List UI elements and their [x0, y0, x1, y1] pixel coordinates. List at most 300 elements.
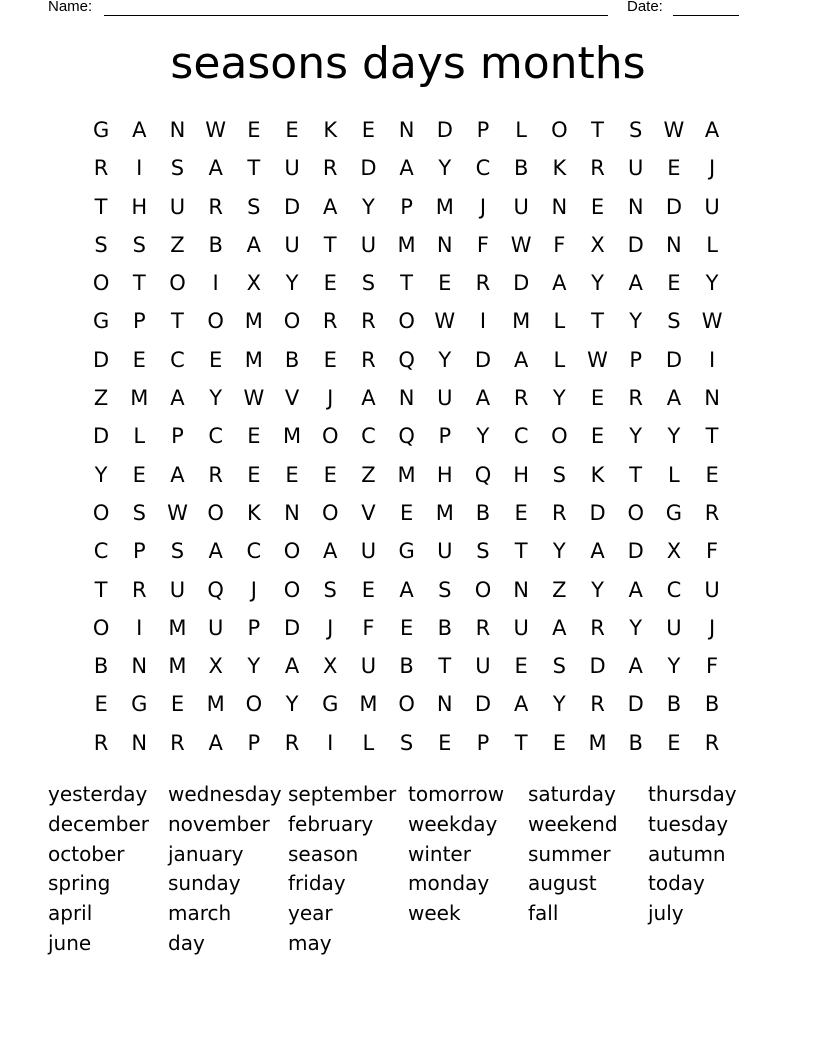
word-list-item: july	[648, 901, 684, 926]
grid-letter: E	[323, 271, 337, 296]
grid-letter: O	[551, 424, 568, 449]
grid-letter: P	[171, 424, 184, 449]
grid-letter: A	[208, 156, 223, 181]
grid-letter: R	[475, 271, 491, 296]
grid-row	[82, 458, 731, 496]
grid-letter: Y	[438, 156, 452, 181]
grid-letter: N	[666, 232, 682, 257]
grid-letter: S	[667, 309, 681, 334]
grid-letter: U	[169, 194, 186, 219]
grid-letter: N	[704, 386, 720, 411]
grid-letter: O	[92, 271, 110, 296]
grid-letter: O	[283, 309, 301, 334]
grid-letter: T	[171, 309, 184, 334]
grid-letter: A	[170, 462, 185, 487]
word-list-item: wednesday	[168, 782, 282, 806]
date-blank-line	[673, 15, 739, 16]
grid-letter: Y	[667, 424, 681, 449]
grid-letter: E	[323, 462, 337, 487]
word-list-item: today	[648, 871, 705, 896]
grid-letter: B	[704, 692, 720, 717]
grid-letter: E	[590, 194, 605, 219]
grid-row	[82, 228, 731, 266]
word-list-item: march	[168, 901, 232, 926]
word-list-item: season	[288, 841, 359, 866]
grid-letter: O	[92, 500, 110, 525]
grid-letter: C	[246, 539, 262, 564]
grid-letter: O	[627, 500, 644, 525]
grid-letter: Q	[398, 347, 415, 372]
grid-letter: A	[246, 232, 262, 257]
grid-letter: V	[284, 386, 300, 411]
grid-letter: E	[170, 692, 185, 717]
word-list-item: spring	[48, 871, 111, 896]
grid-letter: L	[668, 462, 680, 487]
grid-letter: C	[513, 424, 529, 449]
word-list-item: winter	[408, 841, 471, 866]
grid-letter: A	[513, 692, 529, 717]
grid-letter: E	[323, 347, 337, 372]
grid-letter: R	[590, 156, 605, 181]
grid-letter: T	[94, 577, 108, 602]
grid-row	[82, 266, 731, 304]
grid-letter: M	[435, 194, 454, 219]
grid-letter: E	[590, 386, 605, 411]
grid-letter: C	[666, 577, 682, 602]
grid-letter: E	[285, 118, 299, 142]
grid-letter: A	[628, 654, 643, 679]
grid-letter: T	[591, 309, 604, 334]
grid-letter: L	[133, 424, 146, 449]
grid-letter: Y	[629, 309, 643, 334]
grid-letter: E	[132, 347, 146, 372]
grid-letter: W	[243, 386, 265, 411]
grid-letter: I	[136, 615, 143, 640]
grid-letter: Y	[629, 424, 643, 449]
word-list-item: february	[288, 811, 374, 836]
grid-letter: N	[513, 577, 530, 602]
grid-letter: T	[705, 424, 719, 449]
grid-letter: O	[551, 118, 568, 142]
grid-letter: M	[435, 500, 454, 525]
name-blank-line	[104, 15, 608, 16]
grid-letter: S	[94, 232, 108, 257]
word-list-item: weekend	[528, 811, 618, 836]
grid-letter: R	[208, 194, 223, 219]
grid-letter: E	[399, 615, 414, 640]
grid-row	[82, 573, 731, 611]
grid-letter: G	[665, 500, 683, 525]
grid-letter: U	[628, 156, 644, 181]
grid-letter: Z	[93, 386, 109, 411]
grid-letter: R	[590, 692, 605, 717]
grid-letter: Y	[94, 462, 108, 487]
grid-letter: S	[132, 500, 146, 525]
grid-letter: A	[361, 386, 376, 411]
word-list-item: monday	[408, 871, 490, 896]
grid-letter: T	[438, 654, 452, 679]
word-list-item: december	[48, 811, 150, 836]
grid-letter: D	[627, 232, 644, 257]
grid-letter: E	[247, 118, 261, 142]
grid-row	[82, 496, 731, 534]
grid-letter: D	[513, 271, 530, 296]
grid-letter: S	[170, 156, 185, 181]
grid-letter: U	[284, 156, 300, 181]
grid-letter: D	[627, 539, 644, 564]
word-list-item: saturday	[528, 782, 616, 806]
grid-letter: U	[513, 615, 529, 640]
grid-letter: E	[361, 577, 376, 602]
page-title: seasons days months	[170, 38, 646, 89]
grid-letter: Y	[591, 271, 604, 296]
grid-letter: U	[360, 539, 377, 564]
grid-letter: A	[170, 386, 185, 411]
grid-letter: U	[207, 615, 224, 640]
grid-letter: X	[323, 654, 338, 679]
grid-letter: W	[205, 118, 227, 142]
grid-letter: N	[398, 118, 415, 142]
grid-letter: T	[247, 156, 261, 181]
grid-letter: O	[321, 424, 339, 449]
grid-row	[82, 343, 731, 381]
grid-letter: R	[513, 386, 529, 411]
grid-letter: I	[708, 347, 716, 372]
word-list-item: day	[168, 930, 205, 955]
grid-letter: E	[438, 730, 452, 755]
grid-letter: D	[474, 347, 492, 372]
grid-letter: W	[587, 347, 608, 372]
grid-letter: L	[515, 118, 527, 142]
grid-letter: M	[397, 232, 416, 257]
grid-letter: I	[136, 156, 143, 181]
grid-letter: H	[436, 462, 453, 487]
grid-letter: S	[476, 539, 490, 564]
word-list-item: september	[288, 782, 397, 806]
grid-letter: T	[591, 118, 604, 142]
grid-letter: F	[706, 539, 719, 564]
grid-letter: E	[590, 424, 605, 449]
grid-letter: I	[479, 309, 487, 334]
grid-letter: Y	[476, 424, 490, 449]
grid-letter: N	[169, 118, 186, 142]
grid-row	[82, 381, 731, 419]
grid-letter: Y	[285, 692, 299, 717]
date-label: Date:	[627, 0, 663, 15]
grid-letter: F	[706, 654, 719, 679]
grid-letter: J	[327, 386, 334, 411]
grid-letter: O	[283, 539, 301, 564]
grid-letter: O	[474, 577, 492, 602]
grid-letter: A	[513, 347, 529, 372]
word-list-item: weekday	[408, 811, 498, 836]
grid-letter: S	[629, 118, 643, 142]
grid-letter: O	[398, 692, 415, 717]
grid-letter: Y	[629, 615, 643, 640]
grid-letter: N	[131, 654, 148, 679]
grid-letter: B	[284, 347, 300, 372]
grid-letter: E	[132, 462, 146, 487]
grid-row	[82, 649, 731, 687]
grid-letter: C	[170, 347, 185, 372]
grid-row	[82, 726, 731, 764]
word-list-item: tuesday	[648, 811, 729, 836]
grid-letter: A	[704, 118, 720, 142]
grid-letter: E	[514, 500, 528, 525]
grid-letter: T	[514, 539, 528, 564]
grid-letter: X	[666, 539, 682, 564]
grid-letter: R	[552, 500, 567, 525]
grid-letter: N	[627, 194, 644, 219]
grid-row	[82, 190, 731, 228]
grid-letter: M	[359, 692, 378, 717]
grid-letter: A	[208, 730, 223, 755]
grid-letter: Y	[667, 654, 681, 679]
grid-letter: M	[130, 386, 149, 411]
grid-letter: X	[208, 654, 223, 679]
grid-letter: O	[283, 577, 301, 602]
grid-letter: B	[628, 730, 643, 755]
grid-letter: E	[667, 271, 681, 296]
grid-letter: R	[704, 730, 720, 755]
grid-letter: G	[92, 309, 110, 334]
word-list-item: week	[408, 901, 461, 926]
grid-letter: F	[553, 232, 566, 257]
grid-letter: A	[628, 271, 643, 296]
grid-letter: S	[132, 232, 146, 257]
grid-letter: O	[245, 692, 263, 717]
grid-letter: U	[704, 194, 720, 219]
grid-letter: C	[93, 539, 109, 564]
grid-letter: Q	[207, 577, 224, 602]
grid-letter: P	[438, 424, 452, 449]
grid-letter: Z	[552, 577, 567, 602]
grid-letter: M	[512, 309, 531, 334]
grid-letter: M	[168, 615, 187, 640]
grid-letter: F	[362, 615, 375, 640]
word-list-item: november	[168, 811, 270, 836]
grid-letter: B	[93, 654, 109, 679]
grid-letter: R	[322, 309, 338, 334]
grid-letter: S	[170, 539, 185, 564]
grid-letter: M	[282, 424, 302, 449]
grid-letter: M	[244, 347, 263, 372]
grid-letter: Q	[474, 462, 492, 487]
grid-letter: M	[397, 462, 416, 487]
grid-letter: U	[360, 232, 377, 257]
grid-letter: A	[552, 615, 567, 640]
word-list-item: friday	[288, 871, 346, 896]
grid-letter: V	[361, 500, 376, 525]
grid-letter: R	[475, 615, 491, 640]
grid-letter: S	[438, 577, 452, 602]
grid-row	[82, 113, 731, 151]
grid-letter: Y	[552, 386, 566, 411]
header-line	[48, 0, 748, 20]
grid-letter: I	[327, 730, 334, 755]
grid-letter: J	[708, 156, 716, 181]
grid-letter: Y	[438, 347, 452, 372]
grid-letter: U	[169, 577, 186, 602]
grid-letter: W	[701, 309, 723, 334]
grid-letter: D	[93, 347, 110, 372]
grid-letter: R	[284, 730, 300, 755]
grid-letter: R	[322, 156, 338, 181]
grid-letter: R	[93, 156, 109, 181]
grid-letter: Y	[552, 539, 566, 564]
grid-letter: U	[666, 615, 682, 640]
grid-letter: J	[327, 615, 334, 640]
grid-letter: R	[131, 577, 147, 602]
grid-letter: P	[476, 730, 490, 755]
grid-letter: A	[628, 577, 643, 602]
grid-letter: R	[361, 309, 376, 334]
grid-row	[82, 687, 731, 725]
grid-letter: Y	[285, 271, 299, 296]
grid-letter: G	[398, 539, 415, 564]
grid-letter: P	[132, 309, 146, 334]
grid-letter: K	[590, 462, 605, 487]
grid-letter: P	[476, 118, 490, 142]
grid-letter: D	[665, 194, 682, 219]
grid-row	[82, 304, 731, 342]
word-list-item: fall	[528, 901, 559, 926]
grid-letter: E	[209, 347, 223, 372]
grid-letter: Y	[247, 654, 261, 679]
grid-letter: D	[589, 500, 606, 525]
grid-letter: P	[629, 347, 643, 372]
grid-letter: Y	[591, 577, 604, 602]
grid-letter: E	[361, 118, 376, 142]
word-list-item: april	[48, 901, 93, 926]
grid-letter: F	[476, 232, 490, 257]
grid-letter: U	[704, 577, 720, 602]
word-list-item: august	[528, 871, 597, 896]
grid-letter: P	[400, 194, 413, 219]
grid-letter: E	[399, 500, 414, 525]
grid-letter: U	[360, 654, 377, 679]
grid-letter: Y	[209, 386, 223, 411]
grid-letter: R	[590, 615, 605, 640]
grid-letter: A	[552, 271, 567, 296]
grid-letter: S	[361, 271, 376, 296]
grid-letter: M	[168, 654, 187, 679]
grid-letter: P	[247, 615, 261, 640]
word-list-item: october	[48, 841, 125, 866]
grid-letter: A	[475, 386, 491, 411]
grid-row	[82, 534, 731, 572]
grid-letter: H	[513, 462, 530, 487]
grid-letter: S	[399, 730, 414, 755]
grid-letter: U	[513, 194, 529, 219]
grid-letter: B	[666, 692, 682, 717]
grid-letter: I	[212, 271, 219, 296]
grid-letter: T	[94, 194, 108, 219]
grid-letter: A	[323, 194, 338, 219]
grid-letter: U	[437, 386, 453, 411]
word-list	[48, 780, 768, 959]
letter-grid	[82, 113, 731, 764]
grid-letter: T	[323, 232, 337, 257]
grid-letter: W	[510, 232, 532, 257]
grid-letter: D	[283, 194, 301, 219]
word-list-item: tomorrow	[408, 782, 505, 806]
grid-letter: X	[246, 271, 262, 296]
grid-letter: B	[437, 615, 452, 640]
grid-letter: R	[170, 730, 185, 755]
grid-letter: J	[250, 577, 257, 602]
grid-letter: M	[206, 692, 225, 717]
grid-letter: E	[438, 271, 452, 296]
grid-letter: U	[284, 232, 300, 257]
grid-letter: D	[360, 156, 377, 181]
grid-letter: J	[708, 615, 716, 640]
grid-letter: L	[362, 730, 375, 755]
word-list-item: autumn	[648, 841, 726, 866]
grid-letter: S	[323, 577, 337, 602]
grid-letter: D	[283, 615, 301, 640]
grid-letter: W	[434, 309, 456, 334]
grid-letter: D	[436, 118, 453, 142]
grid-letter: E	[667, 156, 681, 181]
grid-letter: A	[208, 539, 223, 564]
grid-letter: A	[399, 577, 414, 602]
grid-letter: K	[323, 118, 338, 142]
grid-letter: D	[627, 692, 644, 717]
grid-row	[82, 151, 731, 189]
grid-letter: M	[588, 730, 607, 755]
grid-letter: D	[93, 424, 110, 449]
grid-letter: N	[131, 730, 148, 755]
grid-letter: M	[244, 309, 263, 334]
grid-letter: B	[399, 654, 414, 679]
grid-letter: R	[93, 730, 109, 755]
grid-letter: J	[479, 194, 487, 219]
grid-letter: Z	[361, 462, 376, 487]
grid-letter: S	[247, 194, 261, 219]
grid-letter: Y	[705, 271, 719, 296]
grid-letter: S	[552, 462, 567, 487]
grid-letter: T	[400, 271, 413, 296]
grid-letter: O	[207, 500, 224, 525]
grid-letter: W	[167, 500, 188, 525]
word-list-item: yesterday	[48, 782, 148, 806]
grid-letter: T	[629, 462, 643, 487]
grid-letter: G	[92, 118, 110, 142]
grid-row	[82, 611, 731, 649]
grid-letter: R	[628, 386, 644, 411]
word-list-item: sunday	[168, 871, 241, 896]
grid-letter: Q	[398, 424, 415, 449]
grid-letter: A	[666, 386, 682, 411]
grid-letter: A	[590, 539, 605, 564]
grid-letter: G	[322, 692, 339, 717]
grid-letter: B	[513, 156, 529, 181]
name-label: Name:	[48, 0, 93, 15]
grid-letter: O	[398, 309, 415, 334]
grid-letter: D	[589, 654, 606, 679]
grid-letter: N	[398, 386, 415, 411]
word-list-item: january	[168, 841, 244, 866]
grid-letter: E	[247, 462, 261, 487]
grid-letter: O	[92, 615, 110, 640]
grid-letter: K	[246, 500, 261, 525]
grid-letter: C	[208, 424, 223, 449]
grid-letter: A	[132, 118, 147, 142]
grid-letter: E	[667, 730, 681, 755]
grid-letter: N	[284, 500, 300, 525]
word-list-item: summer	[528, 841, 611, 866]
